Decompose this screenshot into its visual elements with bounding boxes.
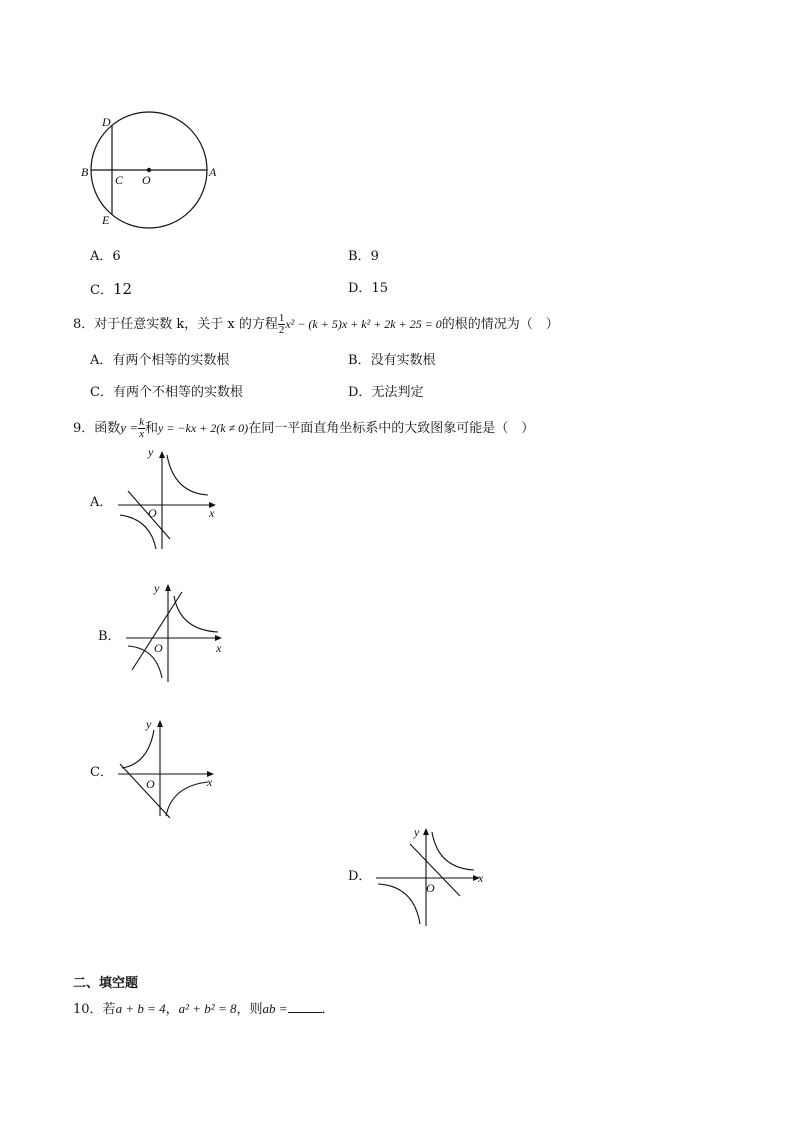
option-text: 无法判定 [371, 385, 424, 400]
y-axis-arrow [423, 828, 429, 835]
hyperbola-branch-1 [122, 730, 154, 768]
q8-option-a [90, 353, 229, 369]
fraction-numerator: k [139, 416, 144, 428]
y-label: y [414, 825, 420, 839]
q9-option-b-label: B． [98, 629, 121, 644]
q9-graph-a [112, 445, 222, 553]
q9-stem-suffix: 在同一平面直角坐标系中的大致图象可能是（ ） [248, 421, 535, 436]
y-axis-arrow [157, 720, 163, 727]
option-label: B． [348, 353, 371, 368]
hyperbola-branch-2 [378, 884, 420, 924]
q10-eq2: a² + b² = 8 [178, 1001, 237, 1016]
q8-option-d [348, 385, 423, 401]
q9-graph-b [120, 578, 230, 686]
line-graph [120, 764, 170, 818]
line-graph [132, 592, 182, 670]
y-label: y [146, 717, 152, 731]
x-label: x [209, 506, 215, 520]
hyperbola-branch-1 [167, 455, 208, 495]
option-label: D． [348, 385, 372, 400]
q7-option-c [90, 281, 132, 299]
q8-stem-end: 的根的情况为（ ） [441, 317, 559, 332]
option-text: 12 [112, 280, 133, 298]
center-point [147, 168, 151, 172]
origin-label: O [426, 881, 435, 895]
option-label: B． [348, 249, 371, 264]
q9-func2: y = −kx + 2(k ≠ 0) [158, 421, 249, 435]
q9-conj: 和 [144, 421, 158, 436]
y-axis-arrow [165, 584, 171, 591]
q7-option-a [90, 249, 121, 265]
hyperbola-branch-2 [166, 782, 208, 816]
fraction-denominator: 2 [278, 324, 285, 336]
option-label: D． [348, 281, 372, 296]
fraction-numerator: 1 [278, 312, 285, 324]
label-b: B [81, 165, 89, 179]
q10-stem [73, 1000, 335, 1018]
hyperbola-branch-1 [432, 832, 474, 870]
y-label: y [148, 445, 154, 459]
x-label: x [216, 641, 222, 655]
q7-option-b [348, 249, 379, 265]
q9-option-d-label: D． [348, 869, 372, 884]
line-graph [410, 844, 460, 896]
y-axis-arrow [159, 451, 165, 458]
hyperbola-branch-1 [174, 596, 218, 632]
q8-stem [73, 312, 559, 337]
q9-graph-c [112, 712, 222, 820]
q7-option-d [348, 281, 388, 297]
label-a: A [209, 165, 217, 179]
label-c: C [115, 173, 124, 187]
label-o: O [142, 173, 151, 187]
q9-func1-fraction [138, 417, 145, 440]
q10-sep: ， [165, 1002, 179, 1017]
question-number: 10． [73, 1002, 103, 1017]
q8-option-b [348, 353, 436, 369]
option-text: 没有实数根 [370, 353, 436, 368]
q10-prefix: 若 [102, 1002, 116, 1017]
option-label: A． [90, 249, 113, 264]
x-label: x [478, 871, 484, 885]
option-text: 15 [371, 281, 388, 296]
option-text: 有两个相等的实数根 [112, 353, 230, 368]
question-number: 8． [73, 317, 95, 332]
q10-end: ． [321, 1002, 335, 1017]
option-label: C． [90, 283, 113, 298]
question-number: 9． [73, 421, 95, 436]
q9-func1-lhs: y = [120, 420, 139, 435]
option-label: A． [90, 353, 113, 368]
q9-graph-d [372, 822, 492, 928]
q8-equation: x² − (k + 5)x + k² + 2k + 25 = 0 [285, 317, 442, 331]
origin-label: O [146, 777, 155, 791]
option-label: C． [90, 385, 113, 400]
origin-label: O [148, 506, 157, 520]
origin-label: O [154, 641, 163, 655]
q9-stem-prefix: 函数 [94, 421, 121, 436]
q9-option-a-label: A． [90, 495, 113, 510]
option-text: 6 [112, 249, 121, 264]
hyperbola-branch-2 [120, 515, 156, 549]
option-text: 9 [370, 249, 379, 264]
section-title: 二、填空题 [73, 976, 139, 991]
x-label: x [207, 775, 213, 789]
label-e: E [102, 213, 110, 227]
answer-blank[interactable] [288, 1000, 322, 1013]
circle-figure [78, 110, 228, 232]
q10-then: ，则 [236, 1002, 263, 1017]
q10-eq1: a + b = 4 [115, 1001, 166, 1016]
q9-stem [73, 415, 534, 442]
fraction-denominator: x [139, 428, 144, 440]
label-d: D [102, 115, 111, 129]
option-text: 有两个不相等的实数根 [112, 385, 243, 400]
y-label: y [154, 581, 160, 595]
q10-ask: ab = [262, 1001, 288, 1016]
q9-option-c-label: C． [90, 765, 113, 780]
q8-stem-text: 对于任意实数 k，关于 x 的方程 [94, 317, 278, 332]
q8-option-c [90, 385, 243, 401]
